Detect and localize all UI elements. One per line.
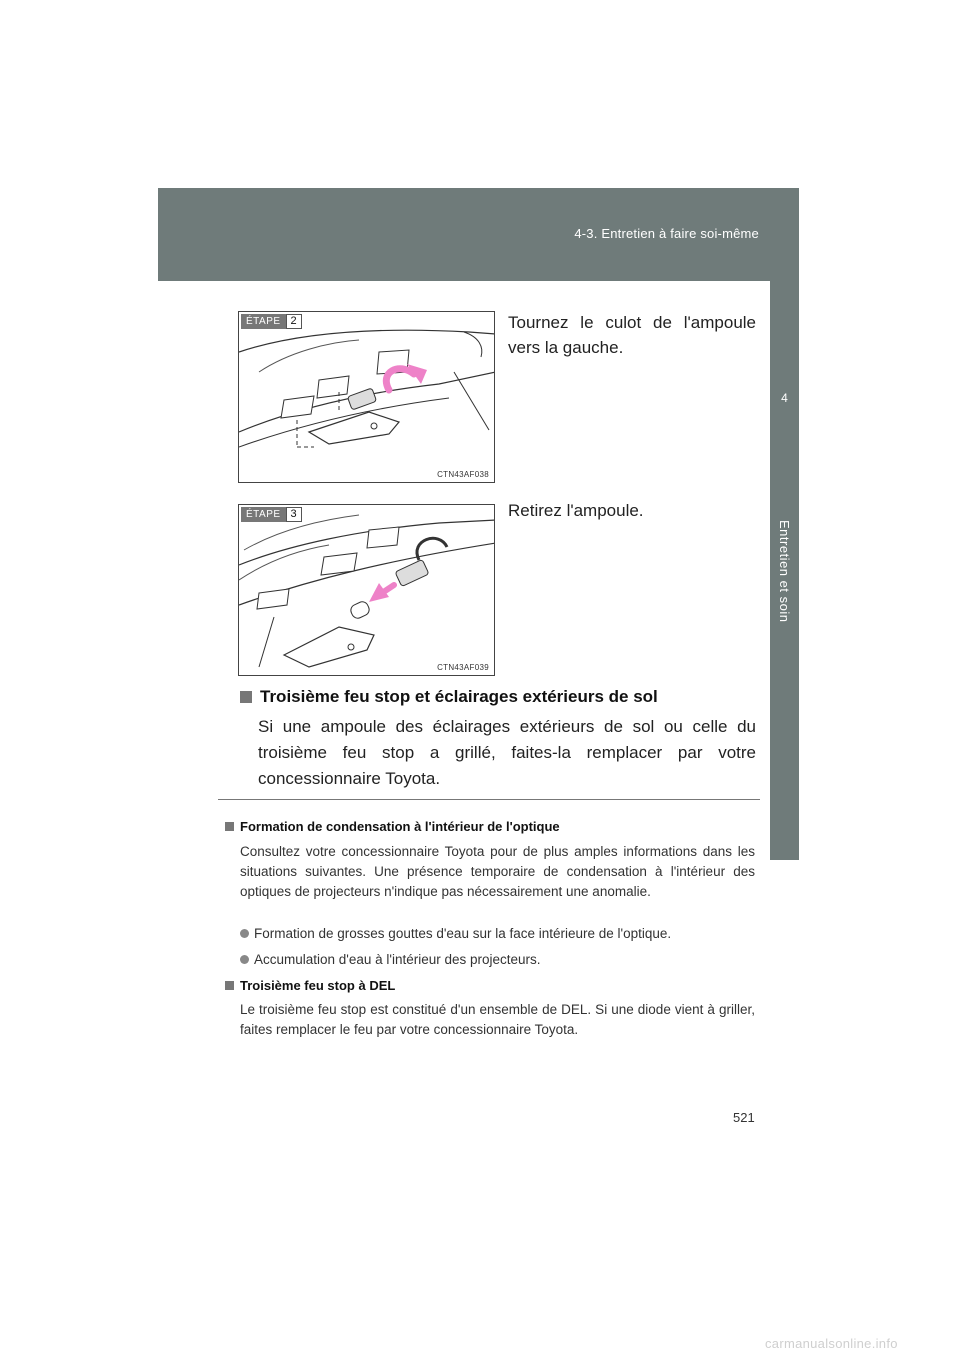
note-body-led: Le troisième feu stop est constitué d'un ensemble de DEL. Si une diode vient à griller, faites remplacer le feu par votre concessionnaire Toyota. xyxy=(240,1002,755,1037)
chapter-title: Entretien et soin xyxy=(777,519,792,623)
illustration-bulb-twist xyxy=(239,312,495,483)
list-item: Formation de grosses gouttes d'eau sur la face intérieure de l'optique. xyxy=(240,926,671,941)
square-bullet-icon xyxy=(225,822,234,831)
figure-step-2 xyxy=(238,311,495,483)
watermark: carmanualsonline.info xyxy=(765,1336,898,1351)
figure-code: CTN43AF039 xyxy=(437,663,489,672)
note-heading-condensation: Formation de condensation à l'intérieur de l'optique xyxy=(225,819,560,834)
section-heading: Troisième feu stop et éclairages extérieurs de sol xyxy=(240,687,658,707)
note-heading-led: Troisième feu stop à DEL xyxy=(225,978,395,993)
page-number: 521 xyxy=(733,1110,755,1125)
note-body-condensation: Consultez votre concessionnaire Toyota pour de plus amples informations dans les situations suivantes. Une présence temporaire de condensation à l'intérieur des optiques de projecteurs n'indique pas nécessairement une anomalie. xyxy=(240,844,755,899)
circle-bullet-icon xyxy=(240,955,249,964)
square-bullet-icon xyxy=(225,981,234,990)
header-band xyxy=(158,188,799,281)
chapter-number: 4 xyxy=(781,391,788,405)
step-3-text: Retirez l'ampoule. xyxy=(508,501,644,520)
circle-bullet-icon xyxy=(240,929,249,938)
illustration-bulb-remove xyxy=(239,505,495,676)
chapter-tab xyxy=(770,281,799,860)
divider xyxy=(218,799,760,800)
step-badge: ÉTAPE 2 xyxy=(241,314,302,329)
section-title: 4-3. Entretien à faire soi-même xyxy=(574,226,759,241)
step-2-text: Tournez le culot de l'ampoule vers la gauche. xyxy=(508,313,756,357)
square-bullet-icon xyxy=(240,691,252,703)
step-badge: ÉTAPE 3 xyxy=(241,507,302,522)
figure-code: CTN43AF038 xyxy=(437,470,489,479)
figure-step-3 xyxy=(238,504,495,676)
section-body: Si une ampoule des éclairages extérieurs de sol ou celle du troisième feu stop a grillé, faites-la remplacer par votre concessionnaire Toyota. xyxy=(258,717,756,788)
list-item: Accumulation d'eau à l'intérieur des projecteurs. xyxy=(240,952,541,967)
